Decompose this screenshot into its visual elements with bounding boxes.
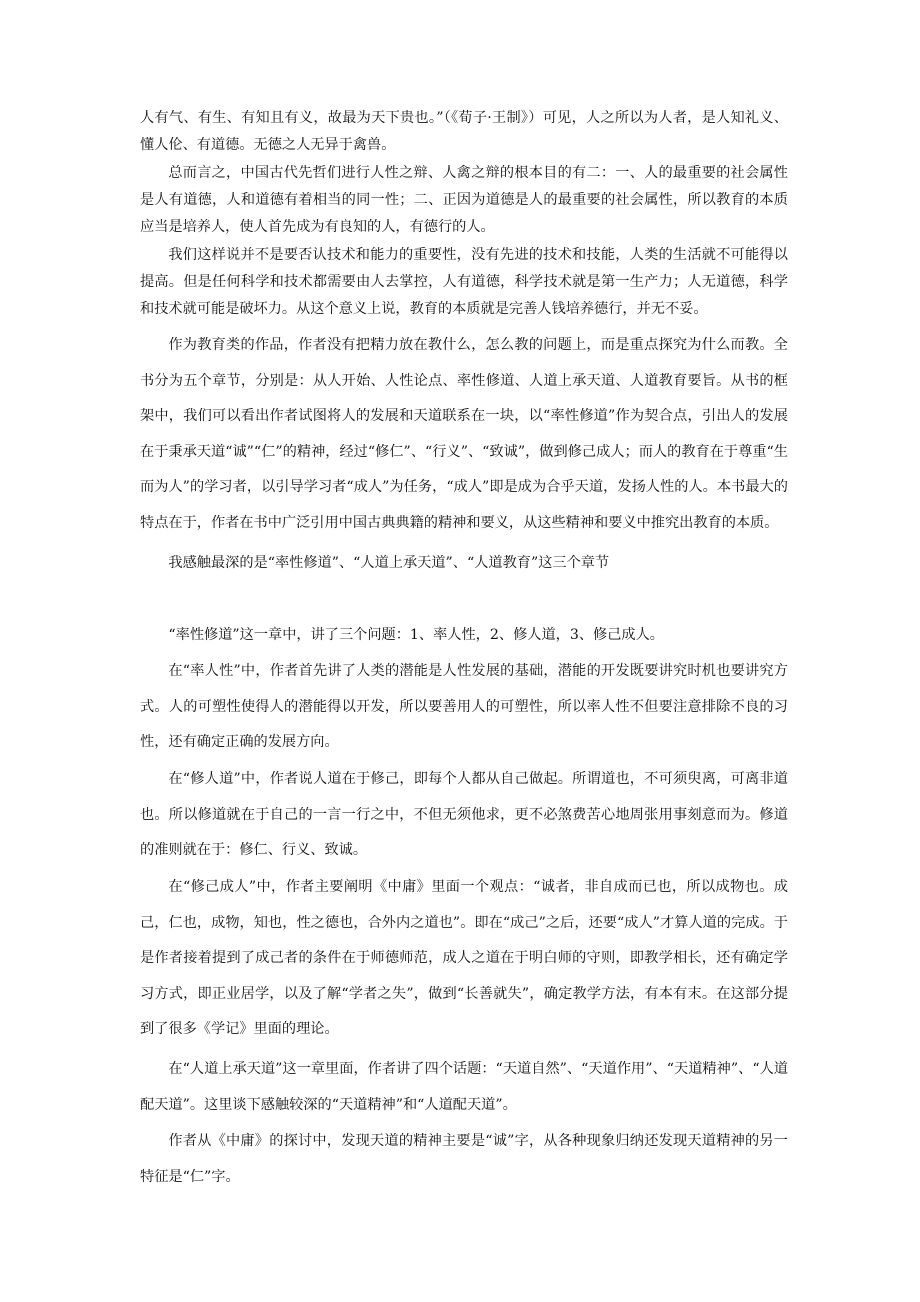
paragraph-8: 在“修人道”中，作者说人道在于修己，即每个人都从自己做起。所谓道也，不可须臾离，可离非道也。所以修道就在于自己的一言一行之中，不但无须他求，更不必煞费苦心地周张用事刻意而为。修道的准则就在于：修仁、行义、致诚。 xyxy=(140,771,788,858)
paragraph-9: 在“修己成人”中，作者主要阐明《中庸》里面一个观点：“诚者，非自成而已也，所以成物也。成己，仁也，成物，知也，性之德也，合外内之道也”。即在“成己”之后，还要“成人”才算人道的完成。于是作者接着提到了成己者的条件在于师德师范，成人之道在于明白师的守则，即教学相长，还有确定学习方式，即正业居学，以及了解“学者之失”，做到“长善就失”，确定教学方法，有本有末。在这部分提到了很多《学记》里面的理论。 xyxy=(140,879,788,1037)
paragraph-7: 在“率人性”中，作者首先讲了人类的潜能是人性发展的基础，潜能的开发既要讲究时机也要讲究方式。人的可塑性使得人的潜能得以开发，所以要善用人的可塑性，所以率人性不但要注意排除不良的习性，还有确定正确的发展方向。 xyxy=(140,663,788,750)
paragraph-10: 在“人道上承天道”这一章里面，作者讲了四个话题：“天道自然”、“天道作用”、“天道精神”、“人道配天道”。这里谈下感触较深的“天道精神”和“人道配天道”。 xyxy=(140,1061,788,1113)
paragraph-3: 我们这样说并不是要否认技术和能力的重要性，没有先进的技术和技能，人类的生活就不可能得以提高。但是任何科学和技术都需要由人去掌控，人有道德，科学技术就是第一生产力；人无道德，科学和技术就可能是破坏力。从这个意义上说，教育的本质就是完善人钱培养德行，并无不妥。 xyxy=(140,247,788,317)
paragraph-5: 我感触最深的是“率性修道”、“人道上承天道”、“人道教育”这三个章节 xyxy=(168,555,610,571)
paragraph-1: 人有气、有生、有知且有义，故最为天下贵也。”（《荀子·王制》）可见，人之所以为人者，是人知礼义、懂人伦、有道德。无德之人无异于禽兽。 xyxy=(140,110,788,153)
paragraph-11: 作者从《中庸》的探讨中，发现天道的精神主要是“诚”字，从各种现象归纳还发现天道精神的另一特征是“仁”字。 xyxy=(140,1133,788,1185)
paragraph-6: “率性修道”这一章中，讲了三个问题：1、率人性，2、修人道，3、修己成人。 xyxy=(168,627,664,643)
paragraph-4: 作为教育类的作品，作者没有把精力放在教什么，怎么教的问题上，而是重点探究为什么而教。全书分为五个章节，分别是：从人开始、人性论点、率性修道、人道上承天道、人道教育要旨。从书的框架中，我们可以看出作者试图将人的发展和天道联系在一块，以“率性修道”作为契合点，引出人的发展在于秉承天道“诚”“仁”的精神，经过“修仁”、“行义”、“致诚”，做到修己成人；而人的教育在于尊重“生而为人”的学习者，以引导学习者“成人”为任务，“成人”即是成为合乎天道，发扬人性的人。本书最大的特点在于，作者在书中广泛引用中国古典典籍的精神和要义，从这些精神和要义中推究出教育的本质。 xyxy=(140,337,788,531)
paragraph-2: 总而言之，中国古代先哲们进行人性之辩、人禽之辩的根本目的有二：一、人的最重要的社会属性是人有道德，人和道德有着相当的同一性；二、正因为道德是人的最重要的社会属性，所以教育的本质应当是培养人，使人首先成为有良知的人，有德行的人。 xyxy=(140,165,788,235)
